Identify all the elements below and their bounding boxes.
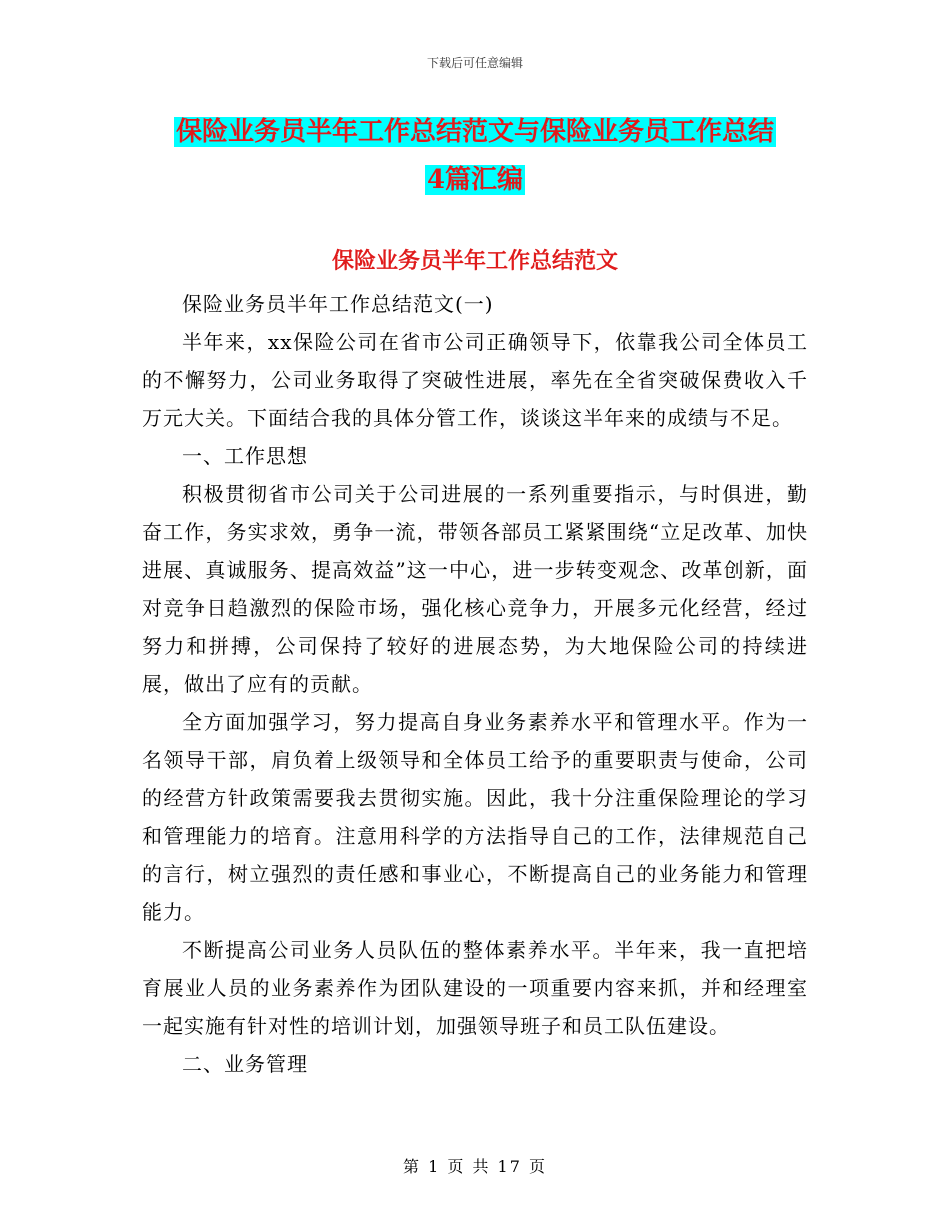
paragraph: 全方面加强学习，努力提高自身业务素养水平和管理水平。作为一名领导干部，肩负着上级领导和全体员工给予的重要职责与使命，公司的经营方针政策需要我去贯彻实施。因此，我十分注重保险理论的学习和管理能力的培育。注意用科学的方法指导自己的工作，法律规范自己的言行，树立强烈的责任感和事业心，不断提高自己的业务能力和管理能力。 (142, 710, 808, 924)
document-title-line-1: 保险业务员半年工作总结范文与保险业务员工作总结 (175, 117, 774, 147)
paragraph: 不断提高公司业务人员队伍的整体素养水平。半年来，我一直把培育展业人员的业务素养作为团队建设的一项重要内容来抓，并和经理室一起实施有针对性的培训计划，加强领导班子和员工队伍建设。 (142, 938, 808, 1038)
document-title (142, 108, 808, 204)
document-title-line-2: 4篇汇编 (426, 165, 524, 195)
body-text (142, 285, 808, 1083)
page-number: 第 1 页 共 17 页 (403, 1157, 547, 1176)
paragraph-heading: 一、工作思想 (182, 444, 308, 468)
paragraph: 积极贯彻省市公司关于公司进展的一系列重要指示，与时俱进，勤奋工作，务实求效，勇争一流，带领各部员工紧紧围绕“立足改革、加快进展、真诚服务、提高效益”这一中心，进一步转变观念、改革创新，面对竞争日趋激烈的保险市场，强化核心竞争力，开展多元化经营，经过努力和拼搏，公司保持了较好的进展态势，为大地保险公司的持续进展，做出了应有的贡献。 (142, 482, 808, 696)
paragraph-subtitle: 保险业务员半年工作总结范文(一) (182, 292, 494, 316)
paragraph: 半年来，xx保险公司在省市公司正确领导下，依靠我公司全体员工的不懈努力，公司业务取得了突破性进展，率先在全省突破保费收入千万元大关。下面结合我的具体分管工作，谈谈这半年来的成绩与不足。 (142, 330, 808, 430)
section-title: 保险业务员半年工作总结范文 (331, 248, 618, 274)
paragraph-heading: 二、业务管理 (182, 1052, 308, 1076)
page-header-note: 下载后可任意编辑 (426, 56, 523, 70)
